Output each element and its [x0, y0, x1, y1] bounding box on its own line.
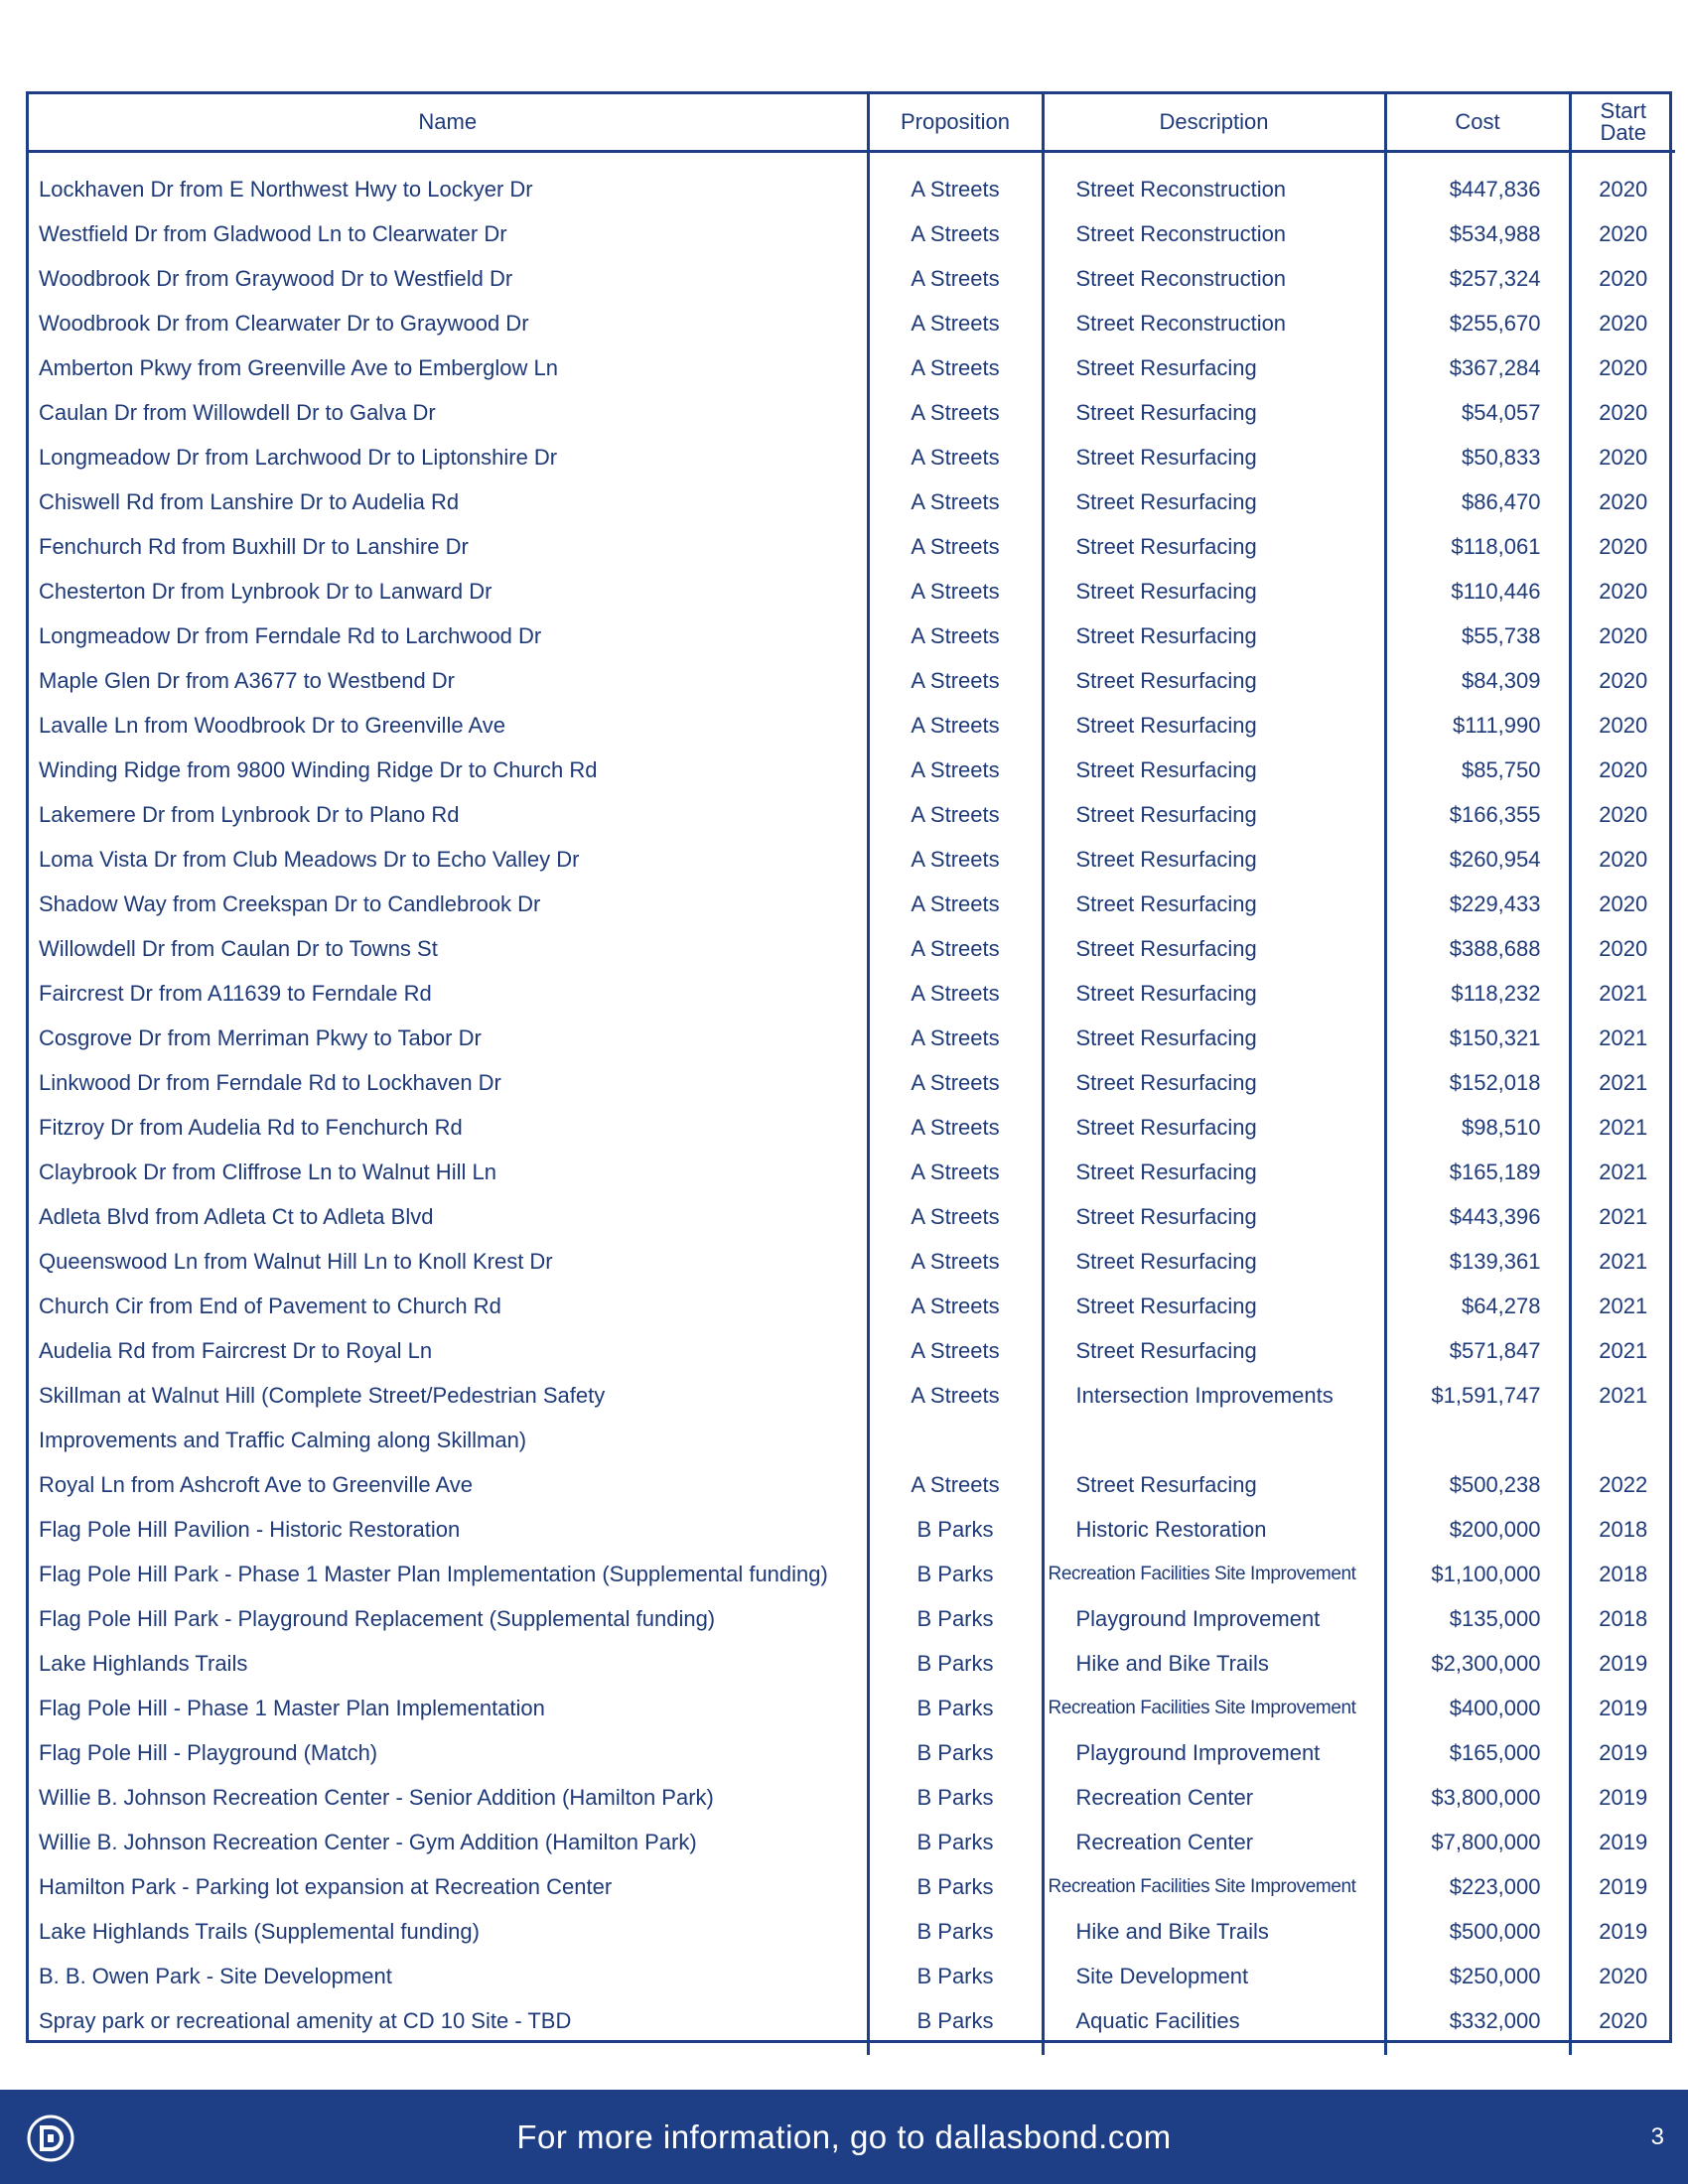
cell-description: Street Resurfacing: [1043, 1328, 1385, 1373]
cell-proposition: A Streets: [868, 301, 1043, 345]
table-row: [29, 1909, 1675, 1954]
projects-table: [29, 94, 1675, 2055]
cell-start-date: 2020: [1599, 801, 1648, 827]
cell-description: Street Resurfacing: [1043, 1239, 1385, 1284]
table-row: [29, 926, 1675, 971]
cell-start-date: 2021: [1599, 1337, 1648, 1363]
table-row: [29, 1418, 1675, 1462]
cell-description: Recreation Facilities Site Improvement: [1043, 1686, 1385, 1730]
cell-name: Loma Vista Dr from Club Meadows Dr to Echo Valley Dr: [29, 837, 868, 882]
cell-cost: $223,000: [1385, 1864, 1570, 1909]
cell-proposition: A Streets: [868, 435, 1043, 479]
cell-description: Street Resurfacing: [1043, 658, 1385, 703]
cell-cost: $2,300,000: [1385, 1641, 1570, 1686]
cell-cost: $500,000: [1385, 1909, 1570, 1954]
cell-description: Street Resurfacing: [1043, 792, 1385, 837]
cell-cost: $84,309: [1385, 658, 1570, 703]
cell-start-date: 2022: [1599, 1471, 1648, 1497]
cell-description: Street Resurfacing: [1043, 703, 1385, 748]
table-row: [29, 1998, 1675, 2055]
header-name: Name: [29, 94, 868, 152]
cell-name: Fitzroy Dr from Audelia Rd to Fenchurch Rd: [29, 1105, 868, 1150]
cell-cost: $152,018: [1385, 1060, 1570, 1105]
footer-bar: [0, 2090, 1688, 2184]
cell-cost: $98,510: [1385, 1105, 1570, 1150]
table-row: [29, 152, 1675, 212]
cell-start-date: 2021: [1599, 1159, 1648, 1184]
header-proposition: Proposition: [868, 94, 1043, 152]
table-row: [29, 1373, 1675, 1418]
table-row: [29, 390, 1675, 435]
cell-name: Flag Pole Hill Pavilion - Historic Restoration: [29, 1507, 868, 1552]
cell-name: Woodbrook Dr from Clearwater Dr to Graywood Dr: [29, 301, 868, 345]
cell-cost: $200,000: [1385, 1507, 1570, 1552]
cell-description: Street Resurfacing: [1043, 435, 1385, 479]
cell-description: Street Resurfacing: [1043, 479, 1385, 524]
cell-cost: $260,954: [1385, 837, 1570, 882]
header-row: [29, 94, 1675, 152]
cell-name: Lockhaven Dr from E Northwest Hwy to Lockyer Dr: [29, 152, 868, 212]
cell-start-date: 2020: [1599, 265, 1648, 291]
cell-description: Street Resurfacing: [1043, 837, 1385, 882]
cell-description: Street Resurfacing: [1043, 926, 1385, 971]
cell-name: Audelia Rd from Faircrest Dr to Royal Ln: [29, 1328, 868, 1373]
cell-description: Street Resurfacing: [1043, 614, 1385, 658]
cell-start-date: 2020: [1599, 399, 1648, 425]
cell-cost: $55,738: [1385, 614, 1570, 658]
cell-start-date: 2021: [1599, 980, 1648, 1006]
cell-cost: $367,284: [1385, 345, 1570, 390]
table-body: [29, 152, 1675, 2056]
table-row: [29, 1864, 1675, 1909]
cell-proposition: B Parks: [868, 1686, 1043, 1730]
cell-name: Flag Pole Hill - Phase 1 Master Plan Implementation: [29, 1686, 868, 1730]
cell-name: Church Cir from End of Pavement to Church Rd: [29, 1284, 868, 1328]
header-cost: Cost: [1385, 94, 1570, 152]
cell-proposition: A Streets: [868, 1150, 1043, 1194]
cell-cost: $229,433: [1385, 882, 1570, 926]
cell-start-date: 2020: [1599, 712, 1648, 738]
cell-name: Cosgrove Dr from Merriman Pkwy to Tabor Dr: [29, 1016, 868, 1060]
cell-start-date: 2018: [1599, 1561, 1648, 1586]
cell-start-date: [1570, 1418, 1675, 1462]
cell-cost: $165,189: [1385, 1150, 1570, 1194]
table-row: [29, 1820, 1675, 1864]
cell-name: Flag Pole Hill Park - Playground Replacement (Supplemental funding): [29, 1596, 868, 1641]
cell-name: Chesterton Dr from Lynbrook Dr to Lanward Dr: [29, 569, 868, 614]
cell-start-date: 2020: [1599, 220, 1648, 246]
cell-name: Caulan Dr from Willowdell Dr to Galva Dr: [29, 390, 868, 435]
table-row: [29, 1239, 1675, 1284]
cell-cost: $250,000: [1385, 1954, 1570, 1998]
cell-cost: [1385, 1418, 1570, 1462]
table-header: [29, 94, 1675, 152]
cell-name: Linkwood Dr from Ferndale Rd to Lockhaven Dr: [29, 1060, 868, 1105]
table-row: [29, 435, 1675, 479]
cell-proposition: A Streets: [868, 152, 1043, 212]
table-row: [29, 1150, 1675, 1194]
cell-proposition: A Streets: [868, 345, 1043, 390]
table-row: [29, 569, 1675, 614]
table-row: [29, 703, 1675, 748]
table-row: [29, 837, 1675, 882]
cell-start-date: 2020: [1599, 176, 1648, 202]
cell-name: Willie B. Johnson Recreation Center - Senior Addition (Hamilton Park): [29, 1775, 868, 1820]
projects-table-frame: [26, 91, 1672, 2043]
cell-cost: $571,847: [1385, 1328, 1570, 1373]
cell-cost: $443,396: [1385, 1194, 1570, 1239]
cell-proposition: B Parks: [868, 1998, 1043, 2055]
cell-proposition: A Streets: [868, 479, 1043, 524]
cell-cost: $500,238: [1385, 1462, 1570, 1507]
cell-proposition: A Streets: [868, 837, 1043, 882]
cell-start-date: 2021: [1599, 1293, 1648, 1318]
cell-name: Faircrest Dr from A11639 to Ferndale Rd: [29, 971, 868, 1016]
cell-cost: $86,470: [1385, 479, 1570, 524]
cell-proposition: A Streets: [868, 390, 1043, 435]
cell-name: Lakemere Dr from Lynbrook Dr to Plano Rd: [29, 792, 868, 837]
cell-name: Chiswell Rd from Lanshire Dr to Audelia Rd: [29, 479, 868, 524]
cell-name: Woodbrook Dr from Graywood Dr to Westfield Dr: [29, 256, 868, 301]
cell-start-date: 2019: [1599, 1784, 1648, 1810]
cell-proposition: A Streets: [868, 1105, 1043, 1150]
cell-description: Street Resurfacing: [1043, 569, 1385, 614]
cell-start-date: 2020: [1599, 2007, 1648, 2033]
cell-description: Street Reconstruction: [1043, 301, 1385, 345]
cell-cost: $7,800,000: [1385, 1820, 1570, 1864]
cell-start-date: 2020: [1599, 310, 1648, 336]
cell-name: Claybrook Dr from Cliffrose Ln to Walnut Hill Ln: [29, 1150, 868, 1194]
cell-start-date: 2020: [1599, 444, 1648, 470]
cell-start-date: 2021: [1599, 1024, 1648, 1050]
table-row: [29, 658, 1675, 703]
table-row: [29, 1686, 1675, 1730]
cell-cost: $135,000: [1385, 1596, 1570, 1641]
cell-proposition: A Streets: [868, 1373, 1043, 1418]
cell-proposition: A Streets: [868, 748, 1043, 792]
cell-cost: $50,833: [1385, 435, 1570, 479]
cell-proposition: A Streets: [868, 1328, 1043, 1373]
table-row: [29, 345, 1675, 390]
cell-description: Hike and Bike Trails: [1043, 1909, 1385, 1954]
table-row: [29, 1507, 1675, 1552]
cell-description: Aquatic Facilities: [1043, 1998, 1385, 2055]
cell-proposition: B Parks: [868, 1954, 1043, 1998]
cell-proposition: B Parks: [868, 1864, 1043, 1909]
cell-proposition: B Parks: [868, 1909, 1043, 1954]
cell-proposition: A Streets: [868, 658, 1043, 703]
table-row: [29, 1105, 1675, 1150]
cell-cost: $166,355: [1385, 792, 1570, 837]
cell-name: Spray park or recreational amenity at CD 10 Site - TBD: [29, 1998, 868, 2055]
cell-name: Flag Pole Hill - Playground (Match): [29, 1730, 868, 1775]
cell-description: Recreation Facilities Site Improvement: [1043, 1552, 1385, 1596]
cell-cost: $54,057: [1385, 390, 1570, 435]
cell-description: Historic Restoration: [1043, 1507, 1385, 1552]
table-row: [29, 1641, 1675, 1686]
table-row: [29, 1462, 1675, 1507]
cell-name: Skillman at Walnut Hill (Complete Street/Pedestrian Safety: [29, 1373, 868, 1418]
table-row: [29, 479, 1675, 524]
cell-proposition: A Streets: [868, 524, 1043, 569]
cell-description: Street Reconstruction: [1043, 211, 1385, 256]
cell-description: Recreation Center: [1043, 1775, 1385, 1820]
cell-name: Royal Ln from Ashcroft Ave to Greenville Ave: [29, 1462, 868, 1507]
table-row: [29, 1552, 1675, 1596]
table-row: [29, 1954, 1675, 1998]
cell-cost: $111,990: [1385, 703, 1570, 748]
cell-name: Lake Highlands Trails (Supplemental funding): [29, 1909, 868, 1954]
cell-name: Improvements and Traffic Calming along Skillman): [29, 1418, 868, 1462]
cell-proposition: A Streets: [868, 1060, 1043, 1105]
cell-name: Lake Highlands Trails: [29, 1641, 868, 1686]
cell-cost: $534,988: [1385, 211, 1570, 256]
table-row: [29, 792, 1675, 837]
table-row: [29, 748, 1675, 792]
cell-description: Street Resurfacing: [1043, 1150, 1385, 1194]
cell-proposition: B Parks: [868, 1730, 1043, 1775]
cell-proposition: A Streets: [868, 256, 1043, 301]
cell-cost: $1,100,000: [1385, 1552, 1570, 1596]
cell-description: Street Resurfacing: [1043, 345, 1385, 390]
cell-proposition: A Streets: [868, 792, 1043, 837]
cell-start-date: 2021: [1599, 1203, 1648, 1229]
cell-proposition: A Streets: [868, 614, 1043, 658]
cell-cost: $447,836: [1385, 152, 1570, 212]
table-row: [29, 614, 1675, 658]
cell-name: Fenchurch Rd from Buxhill Dr to Lanshire Dr: [29, 524, 868, 569]
footer-info-link[interactable]: For more information, go to dallasbond.com: [516, 2118, 1172, 2155]
cell-start-date: 2020: [1599, 1963, 1648, 1988]
cell-proposition: A Streets: [868, 882, 1043, 926]
cell-cost: $64,278: [1385, 1284, 1570, 1328]
cell-name: Willowdell Dr from Caulan Dr to Towns St: [29, 926, 868, 971]
cell-proposition: A Streets: [868, 1016, 1043, 1060]
cell-start-date: 2021: [1599, 1069, 1648, 1095]
cell-proposition: B Parks: [868, 1596, 1043, 1641]
cell-start-date: 2020: [1599, 890, 1648, 916]
table-row: [29, 211, 1675, 256]
cell-proposition: A Streets: [868, 926, 1043, 971]
cell-proposition: A Streets: [868, 1194, 1043, 1239]
cell-description: Street Resurfacing: [1043, 1194, 1385, 1239]
cell-name: Lavalle Ln from Woodbrook Dr to Greenville Ave: [29, 703, 868, 748]
cell-description: Street Resurfacing: [1043, 390, 1385, 435]
cell-name: Westfield Dr from Gladwood Ln to Clearwater Dr: [29, 211, 868, 256]
cell-cost: $3,800,000: [1385, 1775, 1570, 1820]
table-row: [29, 1284, 1675, 1328]
cell-start-date: 2018: [1599, 1516, 1648, 1542]
cell-name: Shadow Way from Creekspan Dr to Candlebrook Dr: [29, 882, 868, 926]
cell-description: Street Resurfacing: [1043, 882, 1385, 926]
cell-cost: $139,361: [1385, 1239, 1570, 1284]
cell-name: Hamilton Park - Parking lot expansion at Recreation Center: [29, 1864, 868, 1909]
table-row: [29, 524, 1675, 569]
cell-proposition: A Streets: [868, 1462, 1043, 1507]
cell-name: Maple Glen Dr from A3677 to Westbend Dr: [29, 658, 868, 703]
cell-proposition: B Parks: [868, 1820, 1043, 1864]
cell-cost: $110,446: [1385, 569, 1570, 614]
table-row: [29, 256, 1675, 301]
cell-description: Playground Improvement: [1043, 1596, 1385, 1641]
cell-proposition: B Parks: [868, 1775, 1043, 1820]
cell-cost: $388,688: [1385, 926, 1570, 971]
table-row: [29, 301, 1675, 345]
cell-cost: $255,670: [1385, 301, 1570, 345]
cell-cost: $118,232: [1385, 971, 1570, 1016]
cell-description: Intersection Improvements: [1043, 1373, 1385, 1418]
cell-start-date: 2021: [1599, 1248, 1648, 1274]
cell-proposition: A Streets: [868, 703, 1043, 748]
header-description: Description: [1043, 94, 1385, 152]
cell-name: Flag Pole Hill Park - Phase 1 Master Plan Implementation (Supplemental funding): [29, 1552, 868, 1596]
cell-name: Willie B. Johnson Recreation Center - Gym Addition (Hamilton Park): [29, 1820, 868, 1864]
table-row: [29, 1016, 1675, 1060]
cell-description: Recreation Center: [1043, 1820, 1385, 1864]
table-row: [29, 971, 1675, 1016]
cell-start-date: 2019: [1599, 1695, 1648, 1720]
cell-description: Recreation Facilities Site Improvement: [1043, 1864, 1385, 1909]
table-row: [29, 1194, 1675, 1239]
cell-description: Street Resurfacing: [1043, 1016, 1385, 1060]
cell-cost: $1,591,747: [1385, 1373, 1570, 1418]
table-row: [29, 1596, 1675, 1641]
cell-start-date: 2021: [1599, 1382, 1648, 1408]
table-row: [29, 1328, 1675, 1373]
cell-cost: $118,061: [1385, 524, 1570, 569]
header-start-date: Start Date: [1570, 94, 1675, 152]
cell-description: [1043, 1418, 1385, 1462]
cell-name: Adleta Blvd from Adleta Ct to Adleta Blvd: [29, 1194, 868, 1239]
cell-name: Amberton Pkwy from Greenville Ave to Emberglow Ln: [29, 345, 868, 390]
cell-proposition: A Streets: [868, 1239, 1043, 1284]
cell-name: Longmeadow Dr from Ferndale Rd to Larchwood Dr: [29, 614, 868, 658]
cell-cost: $150,321: [1385, 1016, 1570, 1060]
cell-cost: $332,000: [1385, 1998, 1570, 2055]
cell-start-date: 2020: [1599, 578, 1648, 604]
cell-description: Site Development: [1043, 1954, 1385, 1998]
cell-start-date: 2020: [1599, 533, 1648, 559]
page-number: 3: [1650, 2123, 1664, 2150]
cell-start-date: 2021: [1599, 1114, 1648, 1140]
cell-start-date: 2020: [1599, 935, 1648, 961]
cell-start-date: 2019: [1599, 1650, 1648, 1676]
cell-proposition: B Parks: [868, 1507, 1043, 1552]
cell-proposition: A Streets: [868, 971, 1043, 1016]
cell-cost: $257,324: [1385, 256, 1570, 301]
cell-description: Street Reconstruction: [1043, 256, 1385, 301]
cell-start-date: 2020: [1599, 622, 1648, 648]
cell-start-date: 2019: [1599, 1918, 1648, 1944]
cell-name: Queenswood Ln from Walnut Hill Ln to Knoll Krest Dr: [29, 1239, 868, 1284]
cell-proposition: A Streets: [868, 211, 1043, 256]
cell-cost: $165,000: [1385, 1730, 1570, 1775]
cell-description: Playground Improvement: [1043, 1730, 1385, 1775]
cell-proposition: A Streets: [868, 1284, 1043, 1328]
table-row: [29, 882, 1675, 926]
table-row: [29, 1775, 1675, 1820]
cell-name: Longmeadow Dr from Larchwood Dr to Liptonshire Dr: [29, 435, 868, 479]
cell-description: Street Reconstruction: [1043, 152, 1385, 212]
cell-name: Winding Ridge from 9800 Winding Ridge Dr to Church Rd: [29, 748, 868, 792]
table-row: [29, 1060, 1675, 1105]
cell-start-date: 2020: [1599, 488, 1648, 514]
cell-start-date: 2020: [1599, 756, 1648, 782]
cell-description: Street Resurfacing: [1043, 1105, 1385, 1150]
cell-start-date: 2019: [1599, 1739, 1648, 1765]
cell-start-date: 2020: [1599, 667, 1648, 693]
cell-start-date: 2020: [1599, 354, 1648, 380]
cell-proposition: [868, 1418, 1043, 1462]
cell-description: Street Resurfacing: [1043, 1060, 1385, 1105]
cell-proposition: A Streets: [868, 569, 1043, 614]
cell-description: Street Resurfacing: [1043, 1462, 1385, 1507]
cell-cost: $400,000: [1385, 1686, 1570, 1730]
cell-start-date: 2018: [1599, 1605, 1648, 1631]
cell-proposition: B Parks: [868, 1641, 1043, 1686]
cell-start-date: 2019: [1599, 1829, 1648, 1854]
cell-description: Street Resurfacing: [1043, 971, 1385, 1016]
cell-cost: $85,750: [1385, 748, 1570, 792]
table-row: [29, 1730, 1675, 1775]
cell-name: B. B. Owen Park - Site Development: [29, 1954, 868, 1998]
cell-proposition: B Parks: [868, 1552, 1043, 1596]
cell-start-date: 2020: [1599, 846, 1648, 872]
cell-description: Hike and Bike Trails: [1043, 1641, 1385, 1686]
cell-description: Street Resurfacing: [1043, 1284, 1385, 1328]
cell-description: Street Resurfacing: [1043, 524, 1385, 569]
cell-description: Street Resurfacing: [1043, 748, 1385, 792]
cell-start-date: 2019: [1599, 1873, 1648, 1899]
